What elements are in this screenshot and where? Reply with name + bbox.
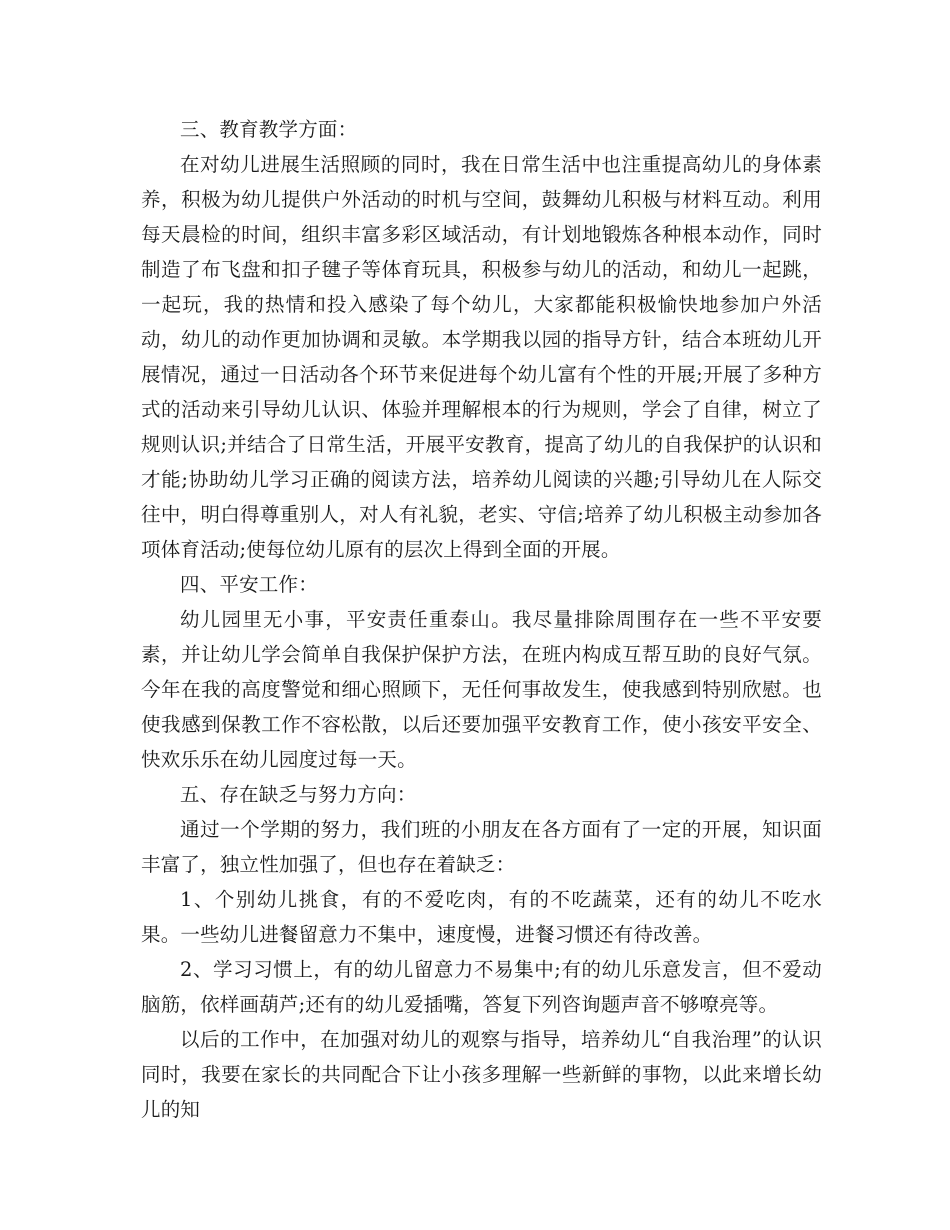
section-heading-shortcomings: 五、存在缺乏与努力方向： xyxy=(180,783,417,806)
paragraph-teaching: 在对幼儿进展生活照顾的同时，我在日常生活中也注重提高幼儿的身体素养，积极为幼儿提供户外活动的时机与空间，鼓舞幼儿积极与材料互动。利用每天晨检的时间，组织丰富多彩区域活动，有计划地锻炼各种根本动作，同时制造了布飞盘和扣子毽子等体育玩具，积极参与幼儿的活动，和幼儿一起跳，一起玩，我的热情和投入感染了每个幼儿，大家都能积极愉快地参加户外活动，幼儿的动作更加协调和灵敏。本学期我以园的指导方针，结合本班幼儿开展情况，通过一日活动各个环节来促进每个幼儿富有个性的开展;开展了多种方式的活动来引导幼儿认识、体验并理解根本的行为规则，学会了自律，树立了规则认识;并结合了日常生活，开展平安教育，提高了幼儿的自我保护的认识和才能;协助幼儿学习正确的阅读方法，培养幼儿阅读的兴趣;引导幼儿在人际交往中，明白得尊重别人，对人有礼貌，老实、守信;培养了幼儿积极主动参加各项体育活动;使每位幼儿原有的层次上得到全面的开展。 xyxy=(141,153,822,561)
paragraph-shortcoming-1: 1、个别幼儿挑食，有的不爱吃肉，有的不吃蔬菜，还有的幼儿不吃水果。一些幼儿进餐留意力不集中，速度慢，进餐习惯还有待改善。 xyxy=(141,888,822,946)
section-heading-safety: 四、平安工作： xyxy=(180,573,318,596)
paragraph-safety: 幼儿园里无小事，平安责任重泰山。我尽量排除周围存在一些不平安要素，并让幼儿学会简单自我保护保护方法，在班内构成互帮互助的良好气氛。今年在我的高度警觉和细心照顾下，无任何事故发生，使我感到特别欣慰。也使我感到保教工作不容松散，以后还要加强平安教育工作，使小孩安平安全、快欢乐乐在幼儿园度过每一天。 xyxy=(141,608,822,771)
document-body xyxy=(141,112,822,1127)
paragraph-shortcoming-2: 2、学习习惯上，有的幼儿留意力不易集中;有的幼儿乐意发言，但不爱动脑筋，依样画葫芦;还有的幼儿爱插嘴，答复下列咨询题声音不够嘹亮等。 xyxy=(141,958,822,1016)
section-heading-teaching: 三、教育教学方面： xyxy=(180,118,358,141)
paragraph-shortcomings-intro: 通过一个学期的努力，我们班的小朋友在各方面有了一定的开展，知识面丰富了，独立性加强了，但也存在着缺乏： xyxy=(141,818,822,876)
paragraph-future-work: 以后的工作中，在加强对幼儿的观察与指导，培养幼儿“自我治理”的认识同时，我要在家长的共同配合下让小孩多理解一些新鲜的事物，以此来增长幼儿的知 xyxy=(141,1028,822,1121)
